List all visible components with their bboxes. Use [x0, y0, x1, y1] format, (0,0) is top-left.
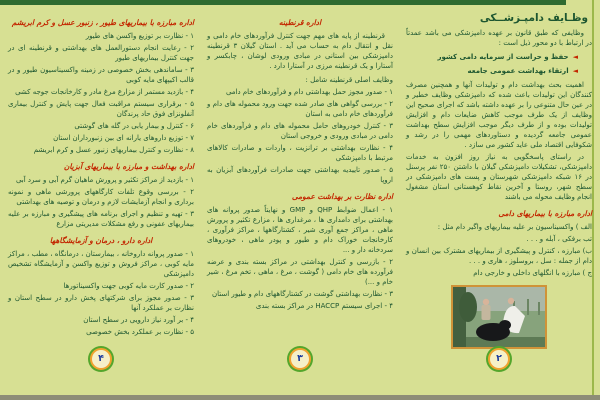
- bullet-item: [406, 66, 578, 76]
- heading-animal-diseases-office: اداره مبارزه با بیماریهای دامی: [498, 209, 592, 218]
- page-number: ۳: [297, 353, 303, 365]
- list-item: ۵ - نظارت بر عملکرد بخش خصوصی: [86, 328, 194, 336]
- list-item: ۱ - نظارت بر توزیع واکسن های طیور: [85, 32, 194, 40]
- list-item: ۴ - نظارت بهداشتی بر ترانزیت ، واردات و صادرات کالاهای مرتبط با دامپزشکی: [207, 144, 393, 162]
- page-number: ۴: [98, 353, 104, 365]
- list-item: ۲ - صدور کارت مایه کوبی جهت واکسیناتورها: [63, 282, 194, 290]
- panel-page-2: [406, 11, 592, 389]
- list-item: ۵ - صدور تاییدیه بهداشتی جهت صادرات فرآوردهای آبزیان به اروپا: [207, 166, 393, 184]
- list-item: ۳ - صدور مجوز برای شرکتهای پخش دارو در سطح استان و نظارت بر عملکرد آنها: [8, 294, 194, 312]
- list-item: ۱ - بازدید از مراکز تکثیر و پرورش ماهیان گرم آبی و سرد آبی: [15, 176, 194, 184]
- bottom-gray-bar: [0, 395, 600, 400]
- list-item: ۴ - بر آورد نیاز دارویی در سطح استان: [83, 316, 194, 324]
- list-item: تب برفکی ، آبله و . . .: [526, 235, 592, 243]
- list-item: ۱ - صدور مجوز حمل بهداشتی دام و فرآوردهای خام دامی: [225, 88, 393, 96]
- right-edge-fold-line: [592, 0, 594, 400]
- list-item: ۳ - ساماندهی بخش خصوصی در زمینه واکسیناسیون طیور و در قالب اکیپهای مایه کوبی: [8, 66, 194, 84]
- list-item: ۲ - بررسی گواهی های صادر شده جهت ورود محموله های دام و فرآوردهای خام دامی به استان: [207, 100, 393, 118]
- list-item: ۵ - برقراری سیستم مراقبت فعال جهت پایش و کنترل بیماری آنفلونزای فوق حاد پرندگان: [8, 100, 194, 118]
- red-triangle-bullet-icon: ◄: [572, 53, 578, 61]
- panel-page-4: [8, 11, 194, 389]
- list-item: ۳ - کنترل خودروهای حامل محموله های دام و فرآوردهای خام دامی در مبادی ورودی و خروجی استان: [207, 122, 393, 140]
- quarantine-duties-subheading: وظایف اصلی قرنطینه شامل :: [305, 76, 393, 84]
- list-item: ۶ - کنترل و بیمار یابی در گله های گوشتی: [74, 122, 194, 130]
- page-number-badge: [289, 348, 311, 370]
- quarantine-paragraph: قرنطینه از پایه های مهم جهت کنترل فرآوردهای خام دامی و نقل و انتقال دام به حساب می آید . استان گیلان ۳ قرنطینه دامپزشکی بین استانی در مبادی ورودی لوشان ، چابکسر و آستارا و یک قرنطینه مرزی در آستارا دارد .: [207, 32, 393, 70]
- list-item: ب) مبارزه ، کنترل و پیشگیری از بیماریهای مشترک بین انسان و دام از جمله : سل ، بروسلوز ، هاری و . . .: [406, 247, 592, 265]
- heading-public-health-supervision-office: اداره نظارت بر بهداشت عمومی: [291, 192, 393, 201]
- page-number-badge: [488, 348, 510, 370]
- list-item: ۸ - نظارت و کنترل بیماریهای زنبور عسل و کرم ابریشم: [33, 146, 194, 154]
- intro-paragraph: وظایفی که طبق قانون بر عهده دامپزشکی می باشد عمدتاً در ارتباط با دو محور ذیل است :: [406, 29, 592, 47]
- list-item: ۲ - رعایت انجام دستورالعمل های بهداشتی و قرنطینه ای در جهت کنترل بیماریهای طیور: [8, 44, 194, 62]
- list-item: ۲ - بررسی وقوع تلفات کارگاههای پرورشی ماهی و نمونه برداری و انجام آزمایشات لازم و درمان و توصیه های بهداشتی: [8, 188, 194, 206]
- heading-quarantine-office: اداره قرنطینه: [278, 18, 322, 27]
- page-number: ۲: [496, 353, 502, 365]
- heading-aquatic-diseases-office: اداره بهداشت و مبارزه با بیماریهای آبزیان: [63, 162, 194, 171]
- list-item: ۷ - توزیع داروهای یارانه ای بین زنبورداران استان: [53, 134, 194, 142]
- list-item: ۴ - اجرای سیستم HACCP در مراکز بسته بندی: [255, 302, 393, 310]
- panel-page-3: [207, 11, 393, 389]
- importance-paragraph: اهمیت بحث بهداشت دام و تولیدات آنها و همچنین مصرف کنندگان این تولیدات باعث شده که دامپزشکی وظایف خطیر و در عین حال متنوعی را بر عهده داشته باشد که اجرای صحیح این وظایف از یک طرف موجب کاهش ضایعات دام و افزایش تولیدات بوده و از طرف دیگر موجب افزایش سطح بهداشت عمومی جامعه گردیده و دستاوردهای مهمی را در رشد و شکوفایی اقتصاد ملی عاید کشور می سازد .: [406, 81, 592, 149]
- bullet-item: [406, 52, 578, 62]
- list-item: الف ) واکسیناسیون بر علیه بیماریهای واگیر دام مثل :: [437, 223, 592, 231]
- organization-paragraph: در راستای پاسخگویی به نیاز روز افزون به خدمات دامپزشکی، تشکیلات دامپزشکی گیلان با داشتن ۲۵۰ نفر پرسنل در ۱۶ شبکه دامپزشکی شهرستان و پست های دامپزشکی در سطح شهر، روستا و آخرین نقاط کوهستانی استان مشغول انجام وظایف محوله می باشند: [406, 153, 592, 201]
- list-item: ۲ - بازرسی و کنترل بهداشتی در مراکز بسته بندی و عرضه فرآورده های خام دامی ( گوشت ، مرغ ، ماهی ، تخم مرغ ، شیر خام و ...): [207, 258, 393, 286]
- list-item: ۳ - نظارت بهداشتی گوشت در کشتارگاههای دام و طیور استان: [212, 290, 393, 298]
- heading-drug-treatment-labs-office: اداره دارو ، درمان و آزمایشگاهها: [49, 236, 153, 245]
- top-green-bar: [0, 0, 566, 5]
- vet-treating-cattle-photo: [451, 285, 547, 349]
- list-item: ۱ - صدور پروانه داروخانه ، بیمارستان ، درمانگاه ، مطب ، مراکز مایه کوبی ، مراکز فروش و توزیع واکسن و آزمایشگاه تشخیص دامپزشکی: [8, 250, 194, 278]
- list-item: ج ) مبارزه با انگلهای داخلی و خارجی دام: [473, 269, 592, 277]
- heading-poultry-bee-silkworm-office: اداره مبارزه با بیماریهای طیور ، زنبور عسل و کرم ابریشم: [11, 18, 194, 27]
- list-item: ۴ - بازدید مستمر از مزارع مرغ مادر و کارخانجات جوجه کشی: [15, 88, 194, 96]
- bullet-label: ارتقاء بهداشت عمومی جامعه: [467, 67, 569, 75]
- page-number-badge: [90, 348, 112, 370]
- red-triangle-bullet-icon: ◄: [572, 67, 578, 75]
- list-item: ۱ - اعمال ضوابط QHP و GMP و نهایتاً صدور پروانه های بهداشتی برای دامداری ها ، مرغداری ها ، مزارع تکثیر و پرورش ماهی ، مراکز جمع آوری شیر ، کشتارگاهها ، مراکز فرآوری ، کارخانجات خوراک دام و طیور و پودر ماهی ، خودروهای سردخانه دار و ...: [207, 206, 393, 254]
- bullet-label: حفظ و حراست از سرمایه دامی کشور: [437, 53, 569, 61]
- page-title: وظـایف دامپـزشــکی: [479, 12, 588, 24]
- list-item: ۳ - تهیه و تنظیم و اجرای برنامه های پیشگیری و مبارزه بر علیه بیماریهای عفونی و رفع مشکلات مدیریتی مزارع: [8, 210, 194, 228]
